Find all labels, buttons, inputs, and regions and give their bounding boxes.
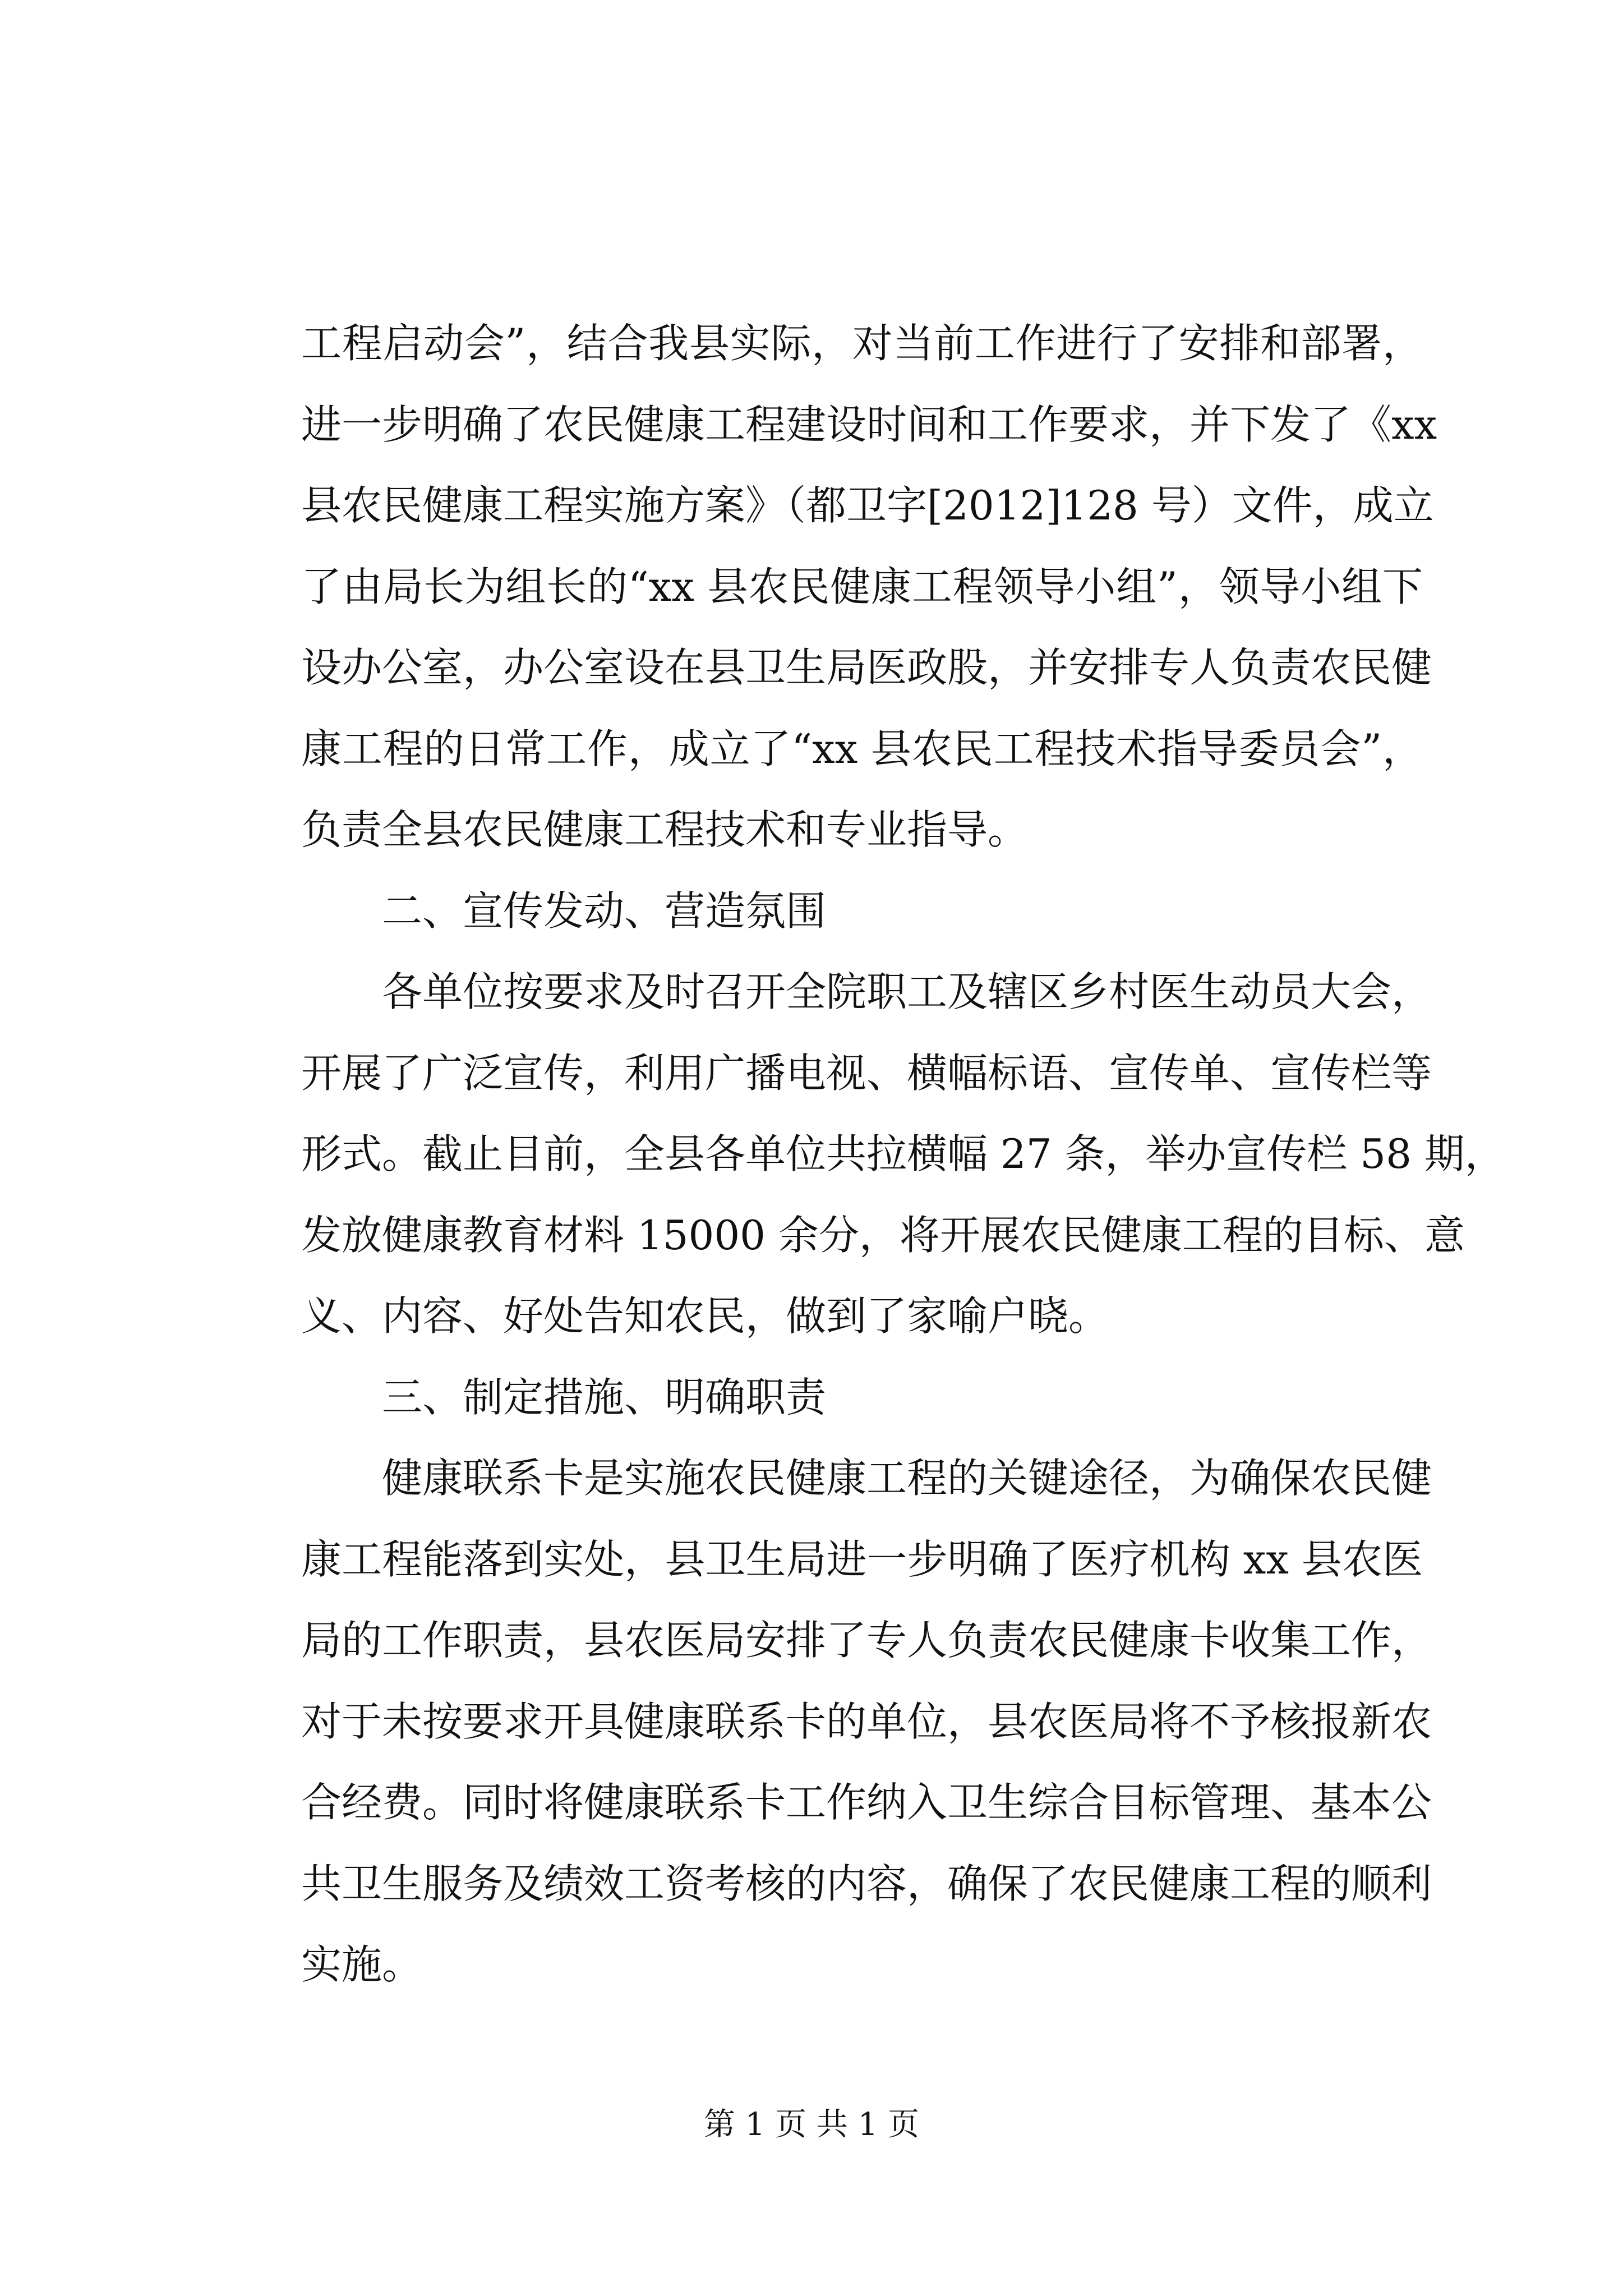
text-line: 形式。截止目前，全县各单位共拉横幅 27 条，举办宣传栏 58 期， (301, 1130, 1505, 1177)
text-line: 设办公室，办公室设在县卫生局医政股，并安排专人负责农民健 (301, 644, 1432, 691)
document-body (301, 303, 1505, 2005)
text-line: 局的工作职责，县农医局安排了专人负责农民健康卡收集工作， (301, 1617, 1432, 1664)
text-line: 负责全县农民健康工程技术和专业指导。 (301, 806, 1029, 853)
text-line: 县农民健康工程实施方案》（都卫字[2012]128 号）文件，成立 (301, 482, 1434, 529)
text-line: 健康联系卡是实施农民健康工程的关键途径，为确保农民健 (382, 1455, 1432, 1502)
text-line: 共卫生服务及绩效工资考核的内容，确保了农民健康工程的顺利 (301, 1860, 1432, 1907)
text-line: 开展了广泛宣传，利用广播电视、横幅标语、宣传单、宣传栏等 (301, 1049, 1432, 1097)
text-line: 实施。 (301, 1941, 423, 1988)
text-line: 对于未按要求开具健康联系卡的单位，县农医局将不予核报新农 (301, 1697, 1432, 1745)
text-line: 工程启动会”，结合我县实际，对当前工作进行了安排和部署， (301, 320, 1423, 367)
text-line: 康工程的日常工作，成立了“xx 县农民工程技术指导委员会”， (301, 725, 1423, 772)
text-line: 进一步明确了农民健康工程建设时间和工作要求，并下发了《xx (301, 401, 1437, 448)
section-heading: 二、宣传发动、营造氛围 (382, 887, 827, 935)
text-line: 发放健康教育材料 15000 余分，将开展农民健康工程的目标、意 (301, 1211, 1465, 1259)
page-footer (0, 2105, 1623, 2145)
text-line: 康工程能落到实处，县卫生局进一步明确了医疗机构 xx 县农医 (301, 1535, 1423, 1583)
page-number-label: 第 1 页 共 1 页 (703, 2106, 920, 2143)
text-line: 合经费。同时将健康联系卡工作纳入卫生综合目标管理、基本公 (301, 1779, 1432, 1826)
section-heading: 三、制定措施、明确职责 (382, 1373, 827, 1421)
text-line: 了由局长为组长的“xx 县农民健康工程领导小组”，领导小组下 (301, 563, 1423, 610)
text-line: 各单位按要求及时召开全院职工及辖区乡村医生动员大会， (382, 968, 1432, 1015)
text-line: 义、内容、好处告知农民，做到了家喻户晓。 (301, 1292, 1109, 1340)
